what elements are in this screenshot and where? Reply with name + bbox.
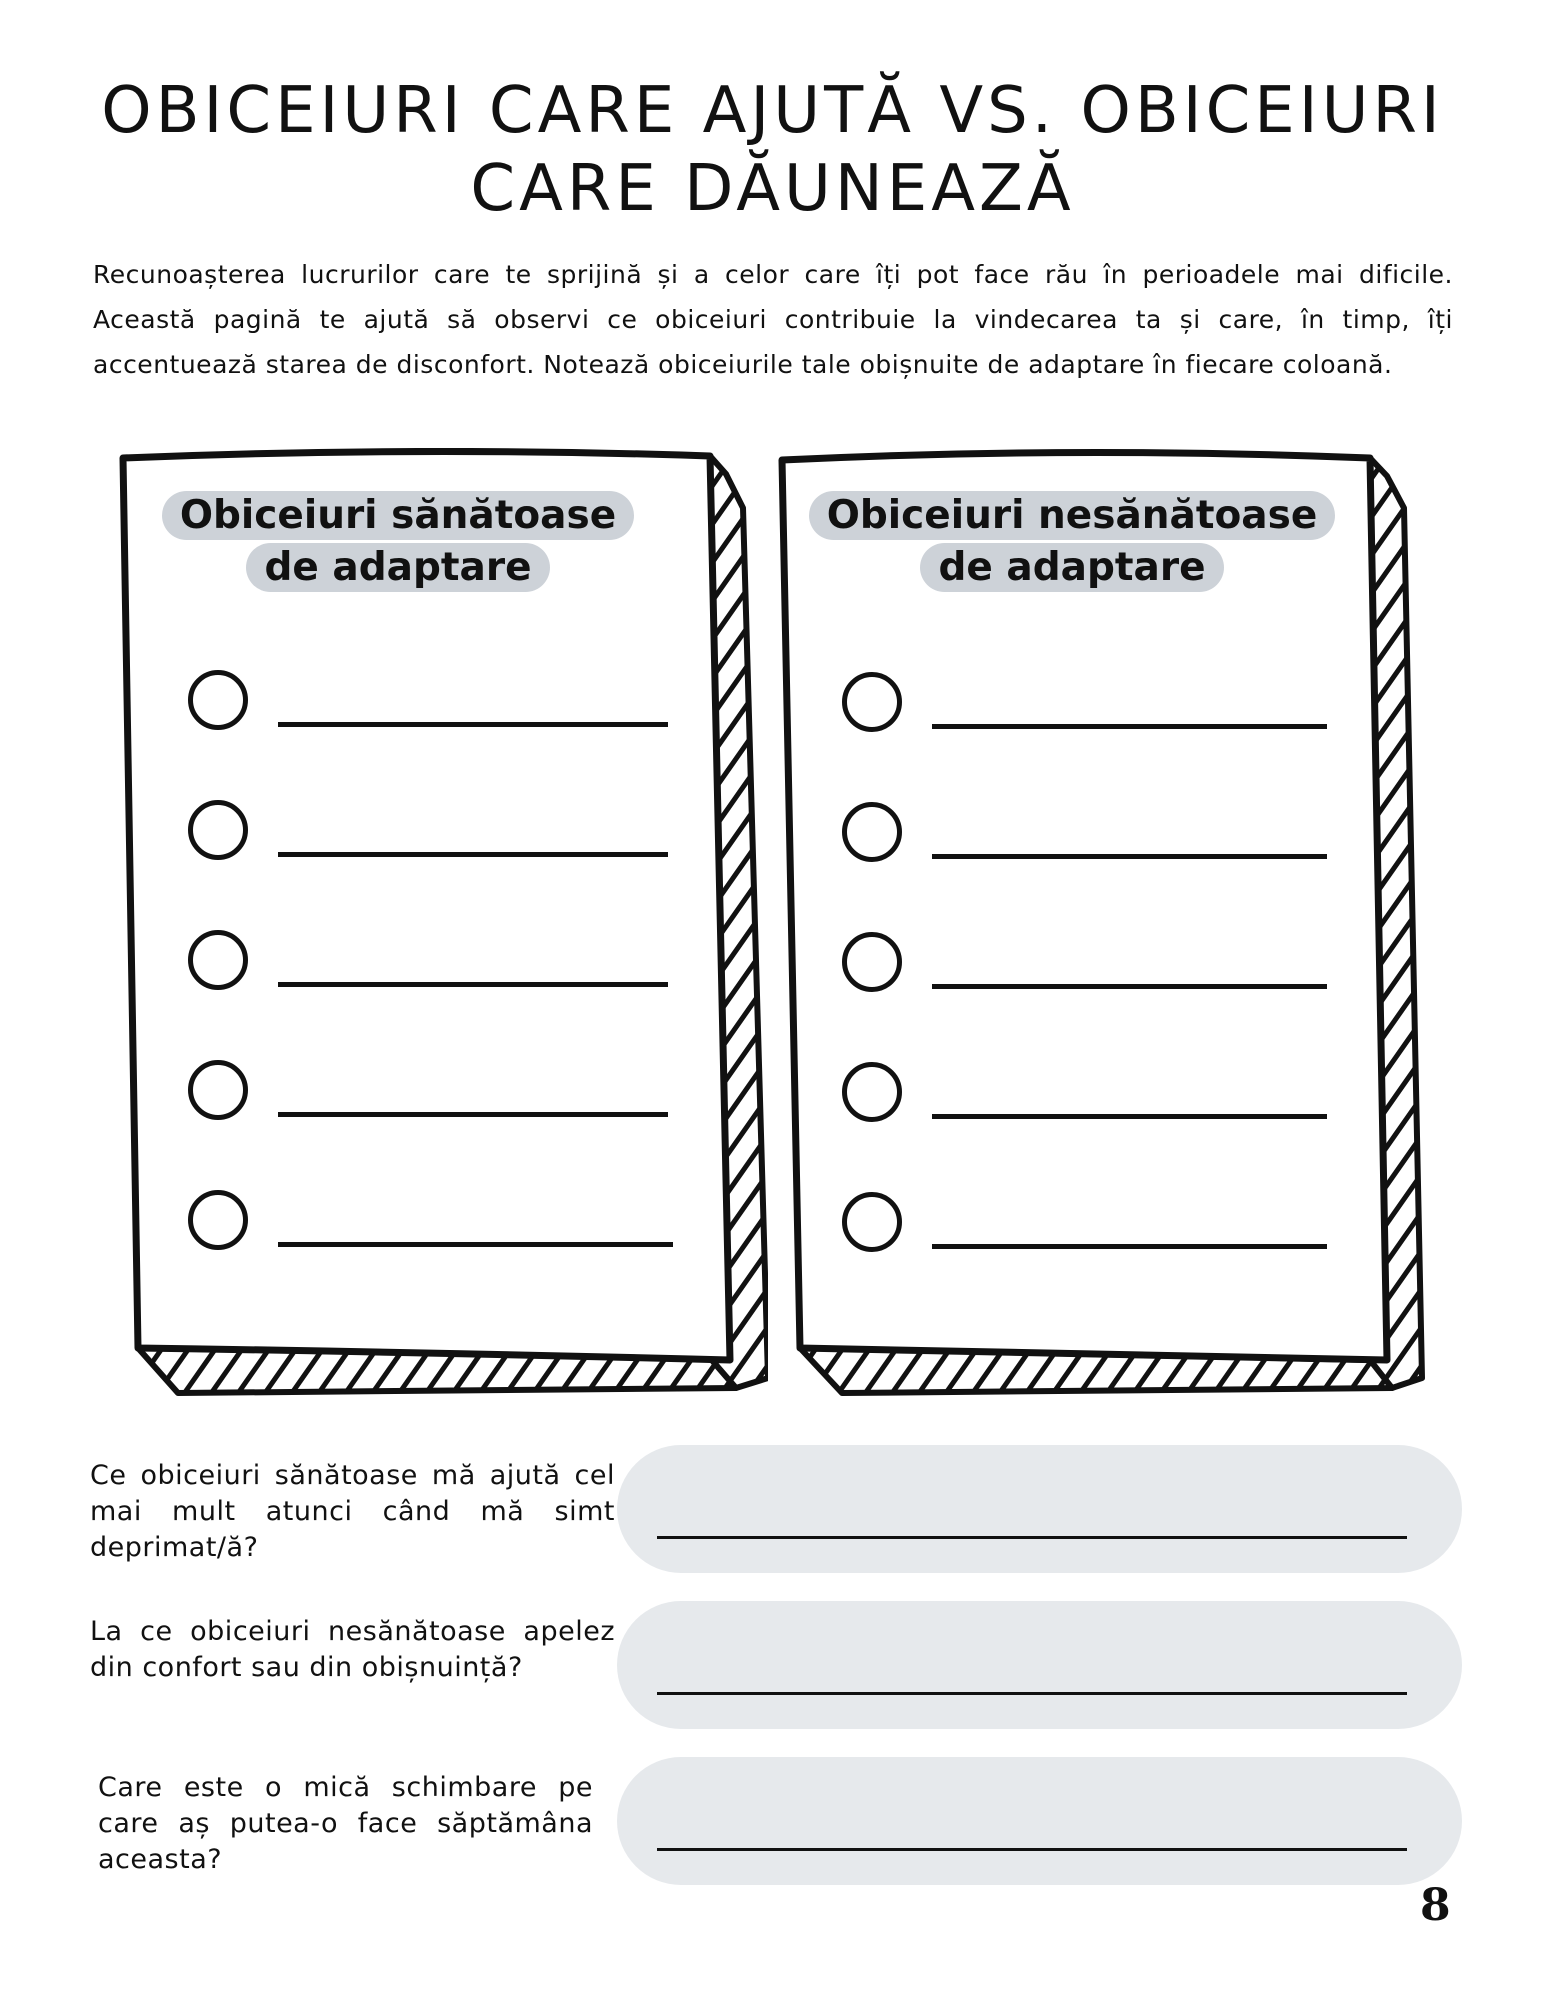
unhealthy-habit-item[interactable]: [842, 1062, 1342, 1142]
page-title-line-1: OBICEIURI CARE AJUTĂ VS. OBICEIURI: [101, 74, 1444, 148]
checkbox-circle[interactable]: [188, 1190, 248, 1250]
healthy-habit-item[interactable]: [188, 800, 688, 880]
question-1-answer-box[interactable]: [617, 1445, 1462, 1573]
write-line[interactable]: [932, 984, 1327, 989]
unhealthy-habit-item[interactable]: [842, 932, 1342, 1012]
question-1-label: Ce obiceiuri sănătoase mă ajută cel mai mult atunci când mă simt deprimat/ă?: [90, 1460, 615, 1563]
write-line[interactable]: [932, 724, 1327, 729]
page-title: [0, 72, 1545, 228]
unhealthy-habits-board: [772, 448, 1432, 1398]
healthy-habit-item[interactable]: [188, 1190, 688, 1270]
write-line[interactable]: [278, 852, 668, 857]
question-3-label: Care este o mică schimbare pe care aș putea-o face săptămâna aceasta?: [98, 1772, 593, 1875]
question-2-label: La ce obiceiuri nesănătoase apelez din confort sau din obișnuință?: [90, 1616, 615, 1683]
healthy-habit-item[interactable]: [188, 930, 688, 1010]
unhealthy-habit-item[interactable]: [842, 802, 1342, 882]
unhealthy-habit-item[interactable]: [842, 672, 1342, 752]
write-line[interactable]: [932, 1114, 1327, 1119]
checkbox-circle[interactable]: [188, 1060, 248, 1120]
answer-line[interactable]: [657, 1692, 1407, 1695]
healthy-title-line-2: de adaptare: [246, 543, 549, 592]
question-2-answer-box[interactable]: [617, 1601, 1462, 1729]
write-line[interactable]: [278, 1242, 673, 1247]
healthy-habit-item[interactable]: [188, 670, 688, 750]
intro-paragraph: Recunoașterea lucrurilor care te sprijină și a celor care îți pot face rău în perioadele mai dificile. Această pagină te ajută să observi ce obiceiuri contribuie la vindecarea ta și care, în timp, îți accentuează starea de disconfort. Notează obiceiurile tale obișnuite de adaptare în fiecare coloană.: [93, 260, 1453, 379]
question-3-answer-box[interactable]: [617, 1757, 1462, 1885]
page-number: 8: [1420, 1880, 1451, 1931]
unhealthy-title-line-2: de adaptare: [920, 543, 1223, 592]
checkbox-circle[interactable]: [188, 930, 248, 990]
checkbox-circle[interactable]: [842, 932, 902, 992]
checkbox-circle[interactable]: [842, 1062, 902, 1122]
write-line[interactable]: [932, 854, 1327, 859]
unhealthy-habit-item[interactable]: [842, 1192, 1342, 1272]
page-title-line-2: CARE DĂUNEAZĂ: [470, 152, 1075, 226]
checkbox-circle[interactable]: [842, 672, 902, 732]
unhealthy-column-title: [772, 490, 1372, 594]
answer-line[interactable]: [657, 1536, 1407, 1539]
write-line[interactable]: [278, 982, 668, 987]
healthy-habits-board: [118, 448, 768, 1398]
write-line[interactable]: [932, 1244, 1327, 1249]
checkbox-circle[interactable]: [842, 802, 902, 862]
checkbox-circle[interactable]: [188, 670, 248, 730]
unhealthy-title-line-1: Obiceiuri nesănătoase: [809, 491, 1336, 540]
write-line[interactable]: [278, 722, 668, 727]
healthy-title-line-1: Obiceiuri sănătoase: [162, 491, 634, 540]
answer-line[interactable]: [657, 1848, 1407, 1851]
healthy-column-title: [118, 490, 678, 594]
healthy-habit-item[interactable]: [188, 1060, 688, 1140]
write-line[interactable]: [278, 1112, 668, 1117]
checkbox-circle[interactable]: [188, 800, 248, 860]
checkbox-circle[interactable]: [842, 1192, 902, 1252]
